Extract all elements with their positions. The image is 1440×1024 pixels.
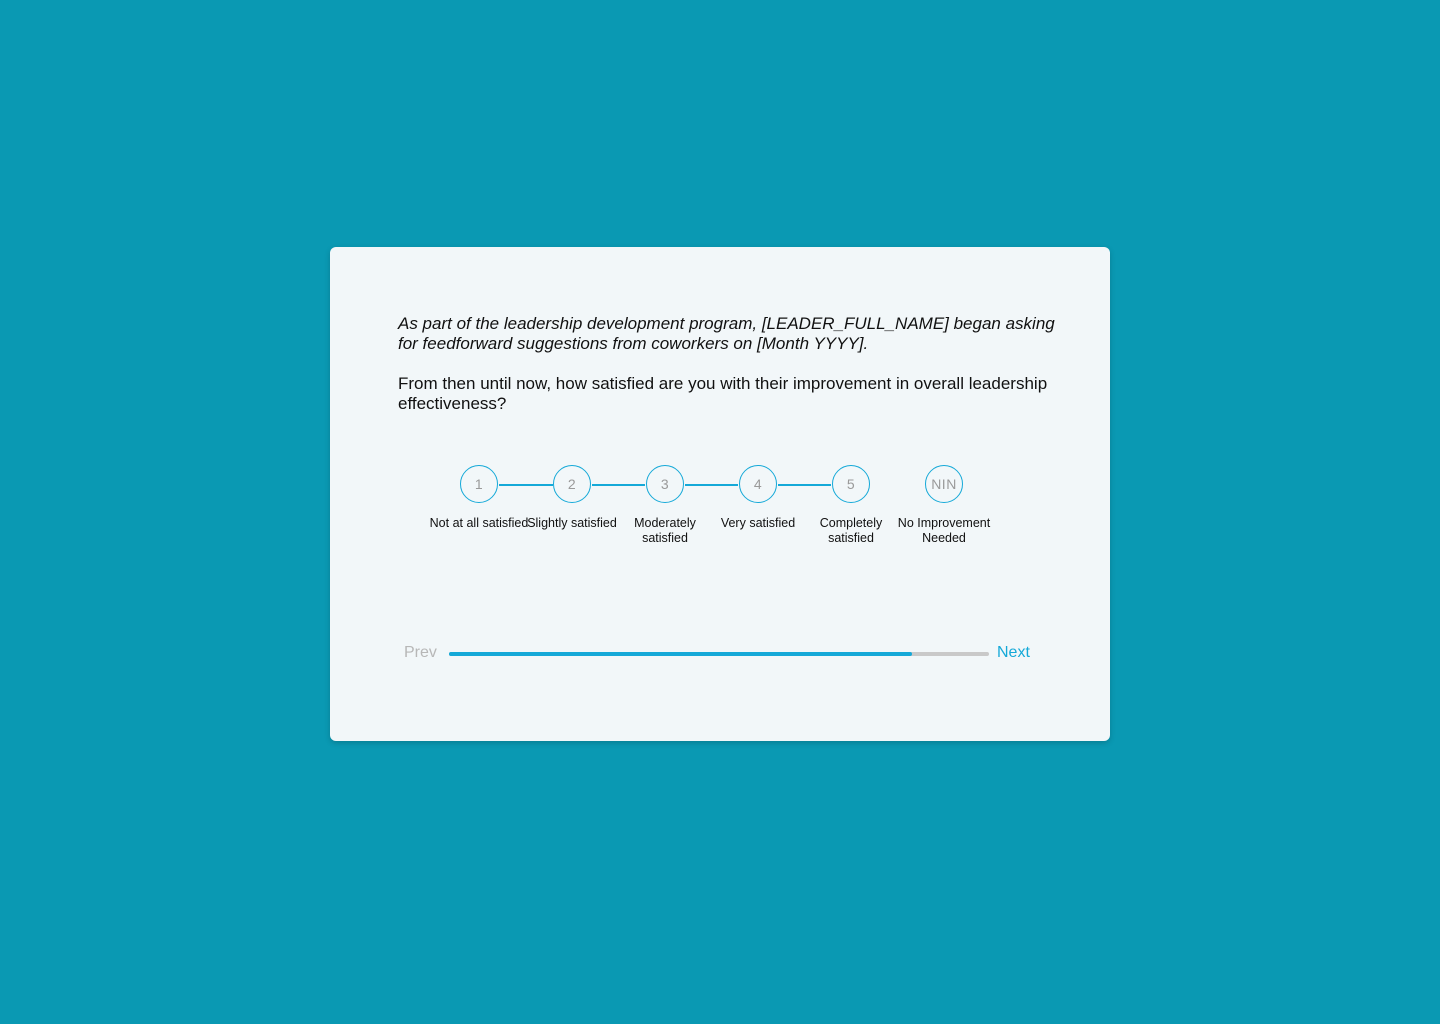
rating-circle[interactable]: 1 (460, 465, 498, 503)
rating-label: Very satisfied (720, 516, 796, 530)
next-button[interactable]: Next (997, 644, 1030, 661)
rating-label: Moderately satisfied (634, 516, 696, 545)
survey-card (330, 247, 1110, 741)
progress-bar (449, 652, 989, 656)
rating-label: No Improvement Needed (897, 516, 991, 545)
survey-question: From then until now, how satisfied are you with their improvement in overall leadership effectiveness? (398, 374, 1048, 413)
rating-option-5[interactable] (801, 465, 901, 546)
rating-circle[interactable]: 3 (646, 465, 684, 503)
rating-circle[interactable]: 2 (553, 465, 591, 503)
rating-option-3[interactable] (615, 465, 715, 546)
rating-circle[interactable]: NIN (925, 465, 963, 503)
rating-option-4[interactable] (708, 465, 808, 531)
rating-option-nin[interactable] (894, 465, 994, 546)
prev-button[interactable]: Prev (404, 644, 437, 661)
survey-intro: As part of the leadership development program, [LEADER_FULL_NAME] began asking for feedforward suggestions from coworkers on [Month YYYY]. (398, 314, 1055, 353)
rating-circle[interactable]: 5 (832, 465, 870, 503)
rating-label: Slightly satisfied (527, 516, 617, 530)
progress-fill (449, 652, 912, 656)
rating-circle[interactable]: 4 (739, 465, 777, 503)
rating-label: Completely satisfied (819, 516, 883, 545)
rating-label: Not at all satisfied (429, 516, 529, 530)
rating-option-1[interactable] (429, 465, 529, 531)
rating-option-2[interactable] (522, 465, 622, 531)
